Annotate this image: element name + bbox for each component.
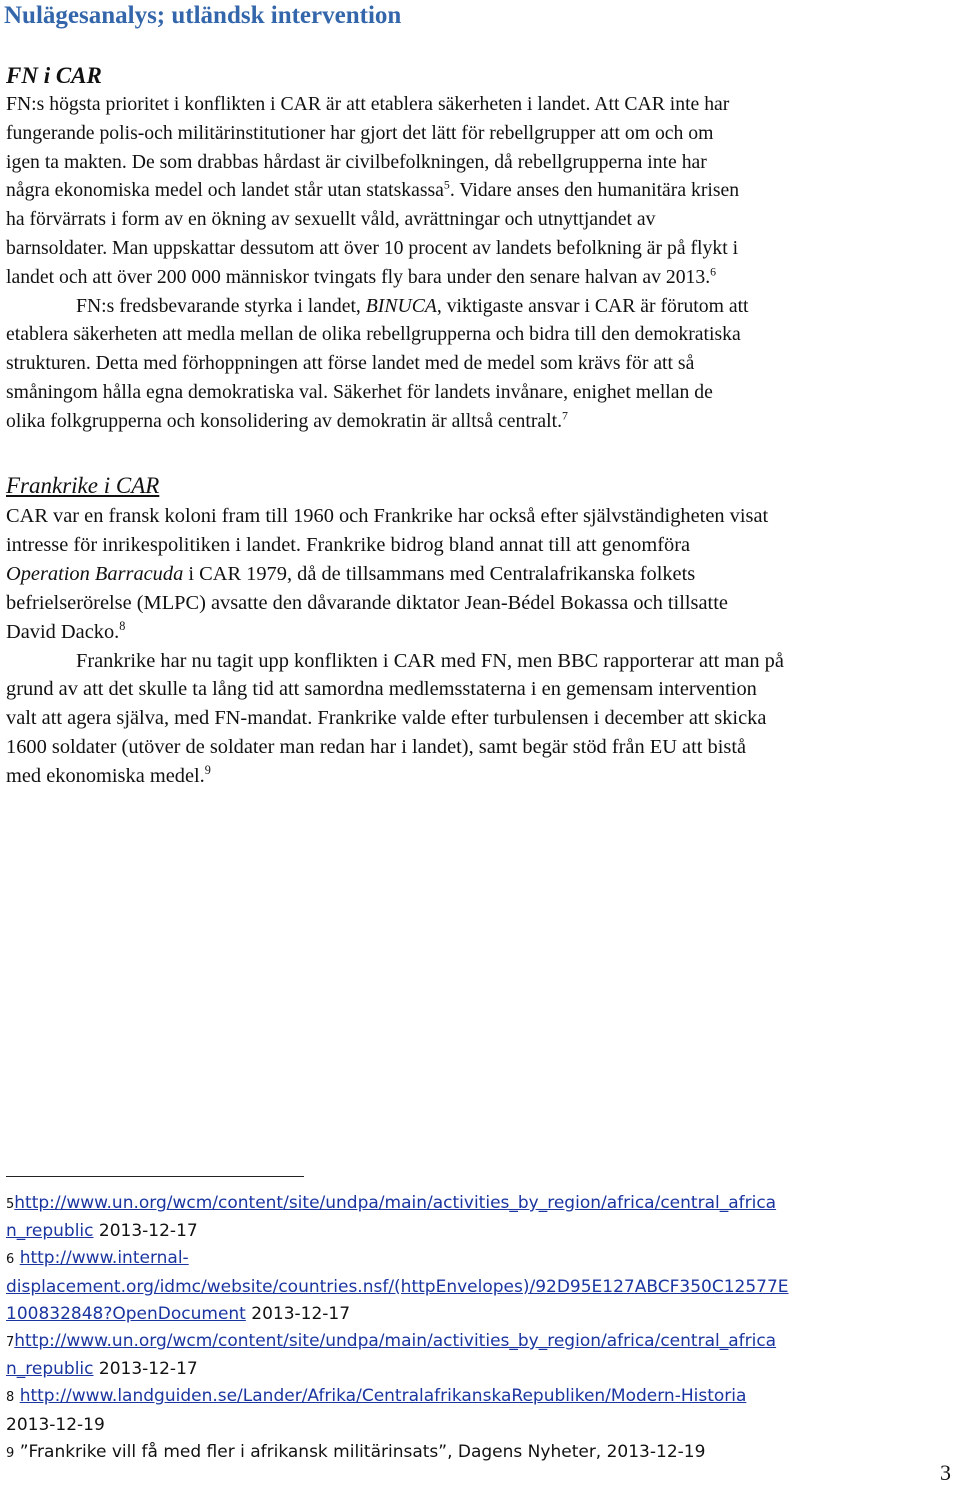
footnote-7-cont: n_republic 2013-12-17: [6, 1359, 198, 1380]
footnote-9: 9 ”Frankrike vill få med fler i afrikansk militärinsats”, Dagens Nyheter, 2013-12-19: [6, 1441, 706, 1462]
footnote-6: 6 http://www.internal-: [6, 1248, 189, 1269]
text-line: igen ta makten. De som drabbas hårdast är civilbefolkningen, då rebellgrupperna inte har: [6, 150, 707, 173]
section-fn-body: [6, 90, 958, 436]
text-line: David Dacko.$^8$: [6, 618, 126, 643]
text-line: befrielserörelse (MLPC) avsatte den dåvarande diktator Jean-Bédel Bokassa och tillsatte: [6, 591, 728, 614]
footnote-ref[interactable]: 6: [710, 264, 717, 279]
section-heading-frankrike: Frankrike i CAR: [6, 473, 160, 498]
emphasis-operation: Operation Barracuda: [6, 562, 184, 585]
text-line: några ekonomiska medel och landet står utan statskassa$^5$. Vidare anses den humanitära krisen: [6, 177, 740, 202]
footnote-link[interactable]: http://www.un.org/wcm/content/site/undpa/main/activities_by_region/africa/central_africa: [14, 1193, 777, 1213]
text-line: valt att agera själva, med FN-mandat. Frankrike valde efter turbulensen i december att skicka: [6, 707, 767, 730]
text-line: fungerande polis-och militärinstitutioner har gjort det lätt för rebellgrupper att om och om: [6, 121, 714, 144]
text-line: intresse för inrikespolitiken i landet. Frankrike bidrog bland annat till att genomföra: [6, 533, 691, 556]
text-line: FN:s högsta prioritet i konflikten i CAR är att etablera säkerheten i landet. Att CAR inte har: [6, 93, 730, 115]
footnote-link[interactable]: http://www.landguiden.se/Lander/Afrika/CentralafrikanskaRepubliken/Modern-Historia: [19, 1386, 747, 1407]
text-line: etablera säkerheten att medla mellan de olika rebellgrupperna och bidra till den demokratiska: [6, 323, 741, 346]
footnote-6-cont: [6, 1274, 956, 1301]
text-line: FN:s fredsbevarande styrka i landet, BINUCA, viktigaste ansvar i CAR är förutom att: [76, 294, 749, 317]
section-frankrike-body: [6, 502, 958, 791]
text-line: Operation Barracuda i CAR 1979, då de tillsammans med Centralafrikanska folkets: [6, 562, 696, 585]
footnote-link[interactable]: http://www.un.org/wcm/content/site/undpa/main/activities_by_region/africa/central_africa: [14, 1331, 777, 1352]
text-line: småningom hålla egna demokratiska val. Säkerhet för landets invånare, enighet mellan de: [6, 380, 713, 403]
footnote-8: 8 http://www.landguiden.se/Lander/Afrika/CentralafrikanskaRepubliken/Modern-Historia: [6, 1386, 747, 1407]
footnote-link[interactable]: n_republic: [6, 1359, 94, 1380]
text-line: barnsoldater. Man uppskattar dessutom att över 10 procent av landets befolkning är på flykt i: [6, 236, 739, 259]
text-line: med ekonomiska medel.$^9$: [6, 763, 211, 788]
page-title: Nulägesanalys; utländsk intervention: [4, 2, 402, 29]
footnote-5: 5http://www.un.org/wcm/content/site/undpa/main/activities_by_region/africa/central_africa: [6, 1193, 777, 1213]
footnote-6-cont: 100832848?OpenDocument 2013-12-17: [6, 1303, 351, 1324]
text-line: CAR var en fransk koloni fram till 1960 och Frankrike har också efter självständigheten visat: [6, 505, 769, 527]
text-line: Frankrike har nu tagit upp konflikten i CAR med FN, men BBC rapporterar att man på: [76, 649, 784, 672]
footnote-link[interactable]: n_republic: [6, 1221, 94, 1242]
footnote-ref[interactable]: 8: [119, 618, 126, 633]
footnote-link[interactable]: 100832848?OpenDocument: [6, 1303, 246, 1324]
footnote-ref[interactable]: 5: [443, 177, 450, 192]
footnote-8-cont: 2013-12-19: [6, 1414, 105, 1435]
footnotes: [6, 1190, 956, 1467]
footnote-5-cont: n_republic 2013-12-17: [6, 1221, 198, 1242]
footnote-link[interactable]: http://www.internal-: [19, 1248, 189, 1269]
footnote-ref[interactable]: 7: [562, 408, 568, 423]
footnote-7: 7http://www.un.org/wcm/content/site/undpa/main/activities_by_region/africa/central_africa: [6, 1331, 777, 1352]
footnote-ref[interactable]: 9: [204, 763, 211, 778]
footnote-separator: [6, 1176, 304, 1177]
text-line: 1600 soldater (utöver de soldater man redan har i landet), samt begär stöd från EU att bistå: [6, 736, 747, 759]
section-heading-fn: FN i CAR: [6, 63, 102, 88]
footnote-link[interactable]: displacement.org/idmc/website/countries.nsf/(httpEnvelopes)/92D95E127ABCF350C12577E: [6, 1276, 789, 1297]
text-line: olika folkgrupperna och konsolidering av demokratin är alltså centralt.$^7$: [6, 408, 568, 432]
text-line: landet och att över 200 000 människor tvingats fly bara under den senare halvan av 2013.$^6$: [6, 264, 717, 288]
text-line: grund av att det skulle ta lång tid att samordna medlemsstaterna i en gemensam intervention: [6, 678, 757, 701]
text-line: strukturen. Detta med förhoppningen att förse landet med de medel som krävs för att så: [6, 352, 695, 375]
text-line: ha förvärrats i form av en ökning av sexuellt våld, avrättningar och utnyttjandet av: [6, 208, 656, 231]
page-number: 3: [940, 1460, 951, 1485]
emphasis-binuca: BINUCA: [365, 294, 437, 317]
